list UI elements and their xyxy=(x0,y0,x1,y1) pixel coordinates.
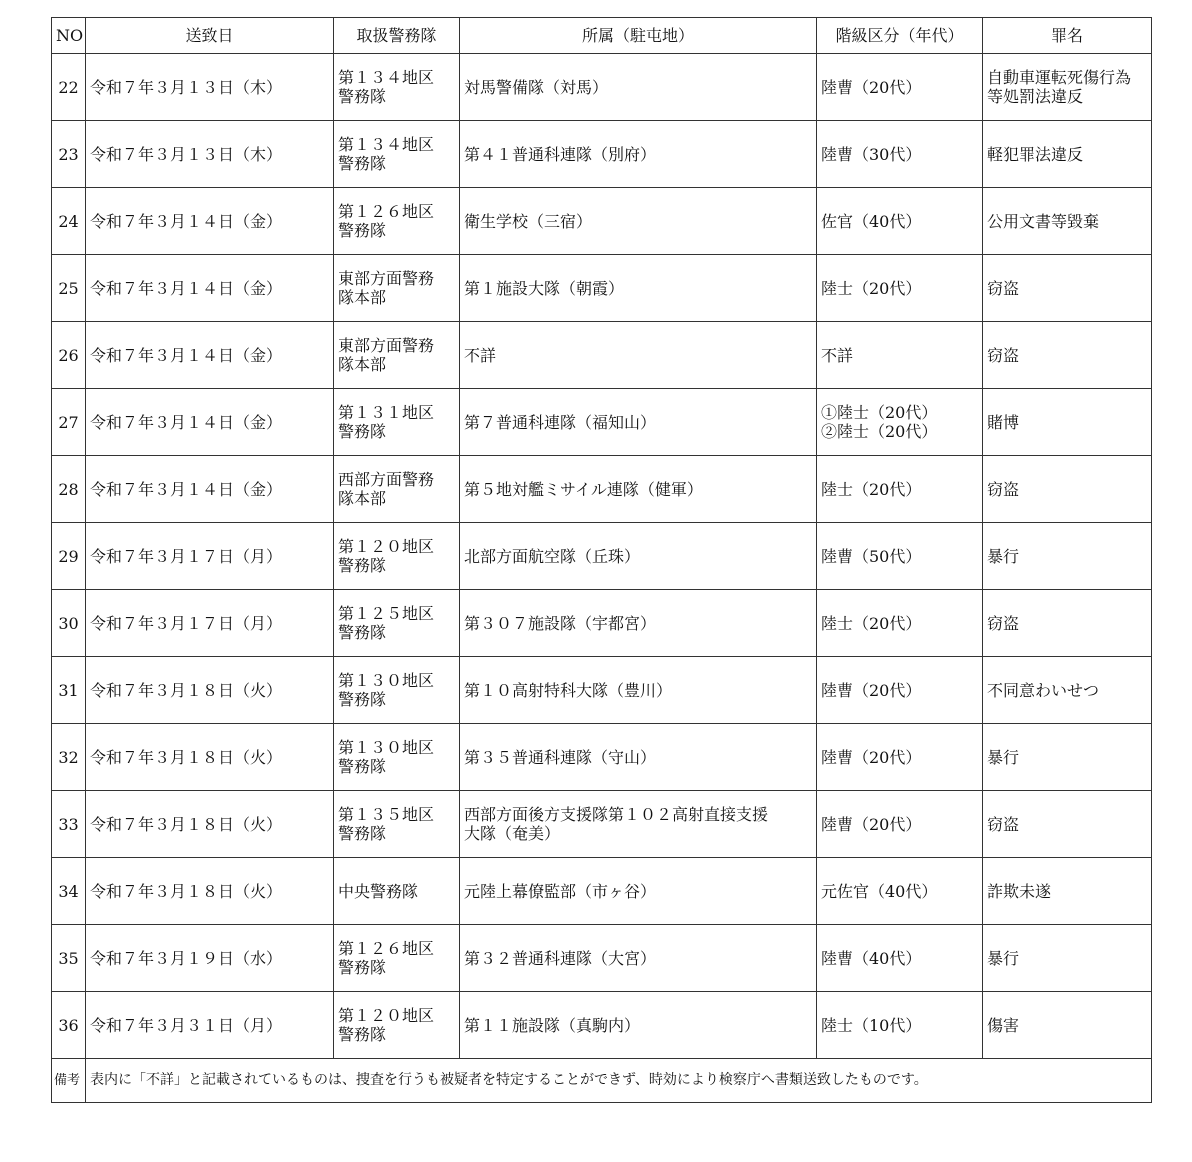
cell-rank: 陸曹（20代） xyxy=(817,791,983,858)
cell-unit: 東部方面警務 隊本部 xyxy=(334,255,460,322)
table-row xyxy=(52,121,1152,188)
table-row xyxy=(52,188,1152,255)
cell-offense: 窃盗 xyxy=(983,255,1152,322)
cell-offense: 軽犯罪法違反 xyxy=(983,121,1152,188)
cell-affiliation: 北部方面航空隊（丘珠） xyxy=(460,523,817,590)
cell-rank: 陸曹（20代） xyxy=(817,54,983,121)
cell-unit: 第１２６地区 警務隊 xyxy=(334,188,460,255)
cell-unit: 中央警務隊 xyxy=(334,858,460,925)
header-row xyxy=(52,18,1152,54)
cell-no: 36 xyxy=(52,992,86,1059)
cell-unit: 第１３４地区 警務隊 xyxy=(334,54,460,121)
cell-affiliation: 第１０高射特科大隊（豊川） xyxy=(460,657,817,724)
header-no: NO xyxy=(52,18,86,54)
cell-offense: 公用文書等毀棄 xyxy=(983,188,1152,255)
cell-date: 令和７年３月１８日（火） xyxy=(86,724,334,791)
cell-date: 令和７年３月１４日（金） xyxy=(86,322,334,389)
cell-unit: 東部方面警務 隊本部 xyxy=(334,322,460,389)
table-row xyxy=(52,657,1152,724)
cell-offense: 不同意わいせつ xyxy=(983,657,1152,724)
cell-affiliation: 第１１施設隊（真駒内） xyxy=(460,992,817,1059)
table-footer xyxy=(52,1059,1152,1103)
cell-rank: 陸曹（50代） xyxy=(817,523,983,590)
table-row xyxy=(52,54,1152,121)
cell-affiliation: 第１施設大隊（朝霞） xyxy=(460,255,817,322)
table-header xyxy=(52,18,1152,54)
cell-date: 令和７年３月１８日（火） xyxy=(86,858,334,925)
cell-no: 30 xyxy=(52,590,86,657)
table-row xyxy=(52,389,1152,456)
cell-no: 23 xyxy=(52,121,86,188)
header-date: 送致日 xyxy=(86,18,334,54)
cell-unit: 第１３４地区 警務隊 xyxy=(334,121,460,188)
cell-no: 28 xyxy=(52,456,86,523)
cell-affiliation: 西部方面後方支援隊第１０２高射直接支援 大隊（奄美） xyxy=(460,791,817,858)
cell-affiliation: 第３０７施設隊（宇都宮） xyxy=(460,590,817,657)
remark-row xyxy=(52,1059,1152,1103)
cell-no: 35 xyxy=(52,925,86,992)
cell-offense: 傷害 xyxy=(983,992,1152,1059)
cell-offense: 窃盗 xyxy=(983,791,1152,858)
cell-affiliation: 対馬警備隊（対馬） xyxy=(460,54,817,121)
cell-no: 29 xyxy=(52,523,86,590)
cell-rank: 不詳 xyxy=(817,322,983,389)
table-row xyxy=(52,992,1152,1059)
cell-rank: 元佐官（40代） xyxy=(817,858,983,925)
table-row xyxy=(52,590,1152,657)
cell-unit: 第１３５地区 警務隊 xyxy=(334,791,460,858)
table-row xyxy=(52,791,1152,858)
header-affiliation: 所属（駐屯地） xyxy=(460,18,817,54)
table-row xyxy=(52,858,1152,925)
cell-date: 令和７年３月３１日（月） xyxy=(86,992,334,1059)
cell-date: 令和７年３月１４日（金） xyxy=(86,255,334,322)
cell-affiliation: 第４１普通科連隊（別府） xyxy=(460,121,817,188)
cell-offense: 暴行 xyxy=(983,523,1152,590)
cell-offense: 窃盗 xyxy=(983,456,1152,523)
table-row xyxy=(52,724,1152,791)
cell-no: 25 xyxy=(52,255,86,322)
cell-rank: 陸曹（20代） xyxy=(817,657,983,724)
cell-rank: 陸士（20代） xyxy=(817,590,983,657)
cell-no: 24 xyxy=(52,188,86,255)
cell-offense: 詐欺未遂 xyxy=(983,858,1152,925)
cell-offense: 窃盗 xyxy=(983,322,1152,389)
cell-offense: 暴行 xyxy=(983,724,1152,791)
cell-rank: 佐官（40代） xyxy=(817,188,983,255)
cell-no: 34 xyxy=(52,858,86,925)
cell-date: 令和７年３月１７日（月） xyxy=(86,523,334,590)
table-row xyxy=(52,523,1152,590)
cell-affiliation: 第３２普通科連隊（大宮） xyxy=(460,925,817,992)
case-table xyxy=(51,17,1152,1103)
cell-date: 令和７年３月１８日（火） xyxy=(86,657,334,724)
cell-affiliation: 第３５普通科連隊（守山） xyxy=(460,724,817,791)
cell-date: 令和７年３月１８日（火） xyxy=(86,791,334,858)
cell-date: 令和７年３月１４日（金） xyxy=(86,188,334,255)
cell-no: 32 xyxy=(52,724,86,791)
cell-no: 26 xyxy=(52,322,86,389)
cell-date: 令和７年３月１９日（水） xyxy=(86,925,334,992)
cell-unit: 第１３０地区 警務隊 xyxy=(334,657,460,724)
cell-rank: 陸曹（30代） xyxy=(817,121,983,188)
cell-date: 令和７年３月１４日（金） xyxy=(86,389,334,456)
cell-rank: 陸曹（40代） xyxy=(817,925,983,992)
cell-offense: 賭博 xyxy=(983,389,1152,456)
cell-no: 22 xyxy=(52,54,86,121)
table-row xyxy=(52,925,1152,992)
table-row xyxy=(52,255,1152,322)
cell-date: 令和７年３月１３日（木） xyxy=(86,54,334,121)
cell-affiliation: 衛生学校（三宿） xyxy=(460,188,817,255)
cell-unit: 第１２５地区 警務隊 xyxy=(334,590,460,657)
cell-rank: 陸曹（20代） xyxy=(817,724,983,791)
remark-label: 備考 xyxy=(52,1059,86,1103)
cell-affiliation: 元陸上幕僚監部（市ヶ谷） xyxy=(460,858,817,925)
cell-rank: ①陸士（20代） ②陸士（20代） xyxy=(817,389,983,456)
cell-unit: 第１２０地区 警務隊 xyxy=(334,992,460,1059)
table-row xyxy=(52,322,1152,389)
table-body xyxy=(52,54,1152,1059)
cell-no: 27 xyxy=(52,389,86,456)
cell-date: 令和７年３月１７日（月） xyxy=(86,590,334,657)
cell-rank: 陸士（20代） xyxy=(817,456,983,523)
cell-offense: 暴行 xyxy=(983,925,1152,992)
remark-text: 表内に「不詳」と記載されているものは、捜査を行うも被疑者を特定することができず、時効により検察庁へ書類送致したものです。 xyxy=(86,1059,1152,1103)
cell-date: 令和７年３月１３日（木） xyxy=(86,121,334,188)
header-offense: 罪名 xyxy=(983,18,1152,54)
cell-offense: 自動車運転死傷行為 等処罰法違反 xyxy=(983,54,1152,121)
cell-rank: 陸士（10代） xyxy=(817,992,983,1059)
cell-unit: 第１２６地区 警務隊 xyxy=(334,925,460,992)
cell-no: 33 xyxy=(52,791,86,858)
cell-affiliation: 第７普通科連隊（福知山） xyxy=(460,389,817,456)
cell-affiliation: 第５地対艦ミサイル連隊（健軍） xyxy=(460,456,817,523)
cell-affiliation: 不詳 xyxy=(460,322,817,389)
table-row xyxy=(52,456,1152,523)
cell-date: 令和７年３月１４日（金） xyxy=(86,456,334,523)
cell-offense: 窃盗 xyxy=(983,590,1152,657)
cell-unit: 第１３１地区 警務隊 xyxy=(334,389,460,456)
cell-rank: 陸士（20代） xyxy=(817,255,983,322)
header-unit: 取扱警務隊 xyxy=(334,18,460,54)
header-rank: 階級区分（年代） xyxy=(817,18,983,54)
cell-unit: 西部方面警務 隊本部 xyxy=(334,456,460,523)
cell-no: 31 xyxy=(52,657,86,724)
cell-unit: 第１３０地区 警務隊 xyxy=(334,724,460,791)
cell-unit: 第１２０地区 警務隊 xyxy=(334,523,460,590)
